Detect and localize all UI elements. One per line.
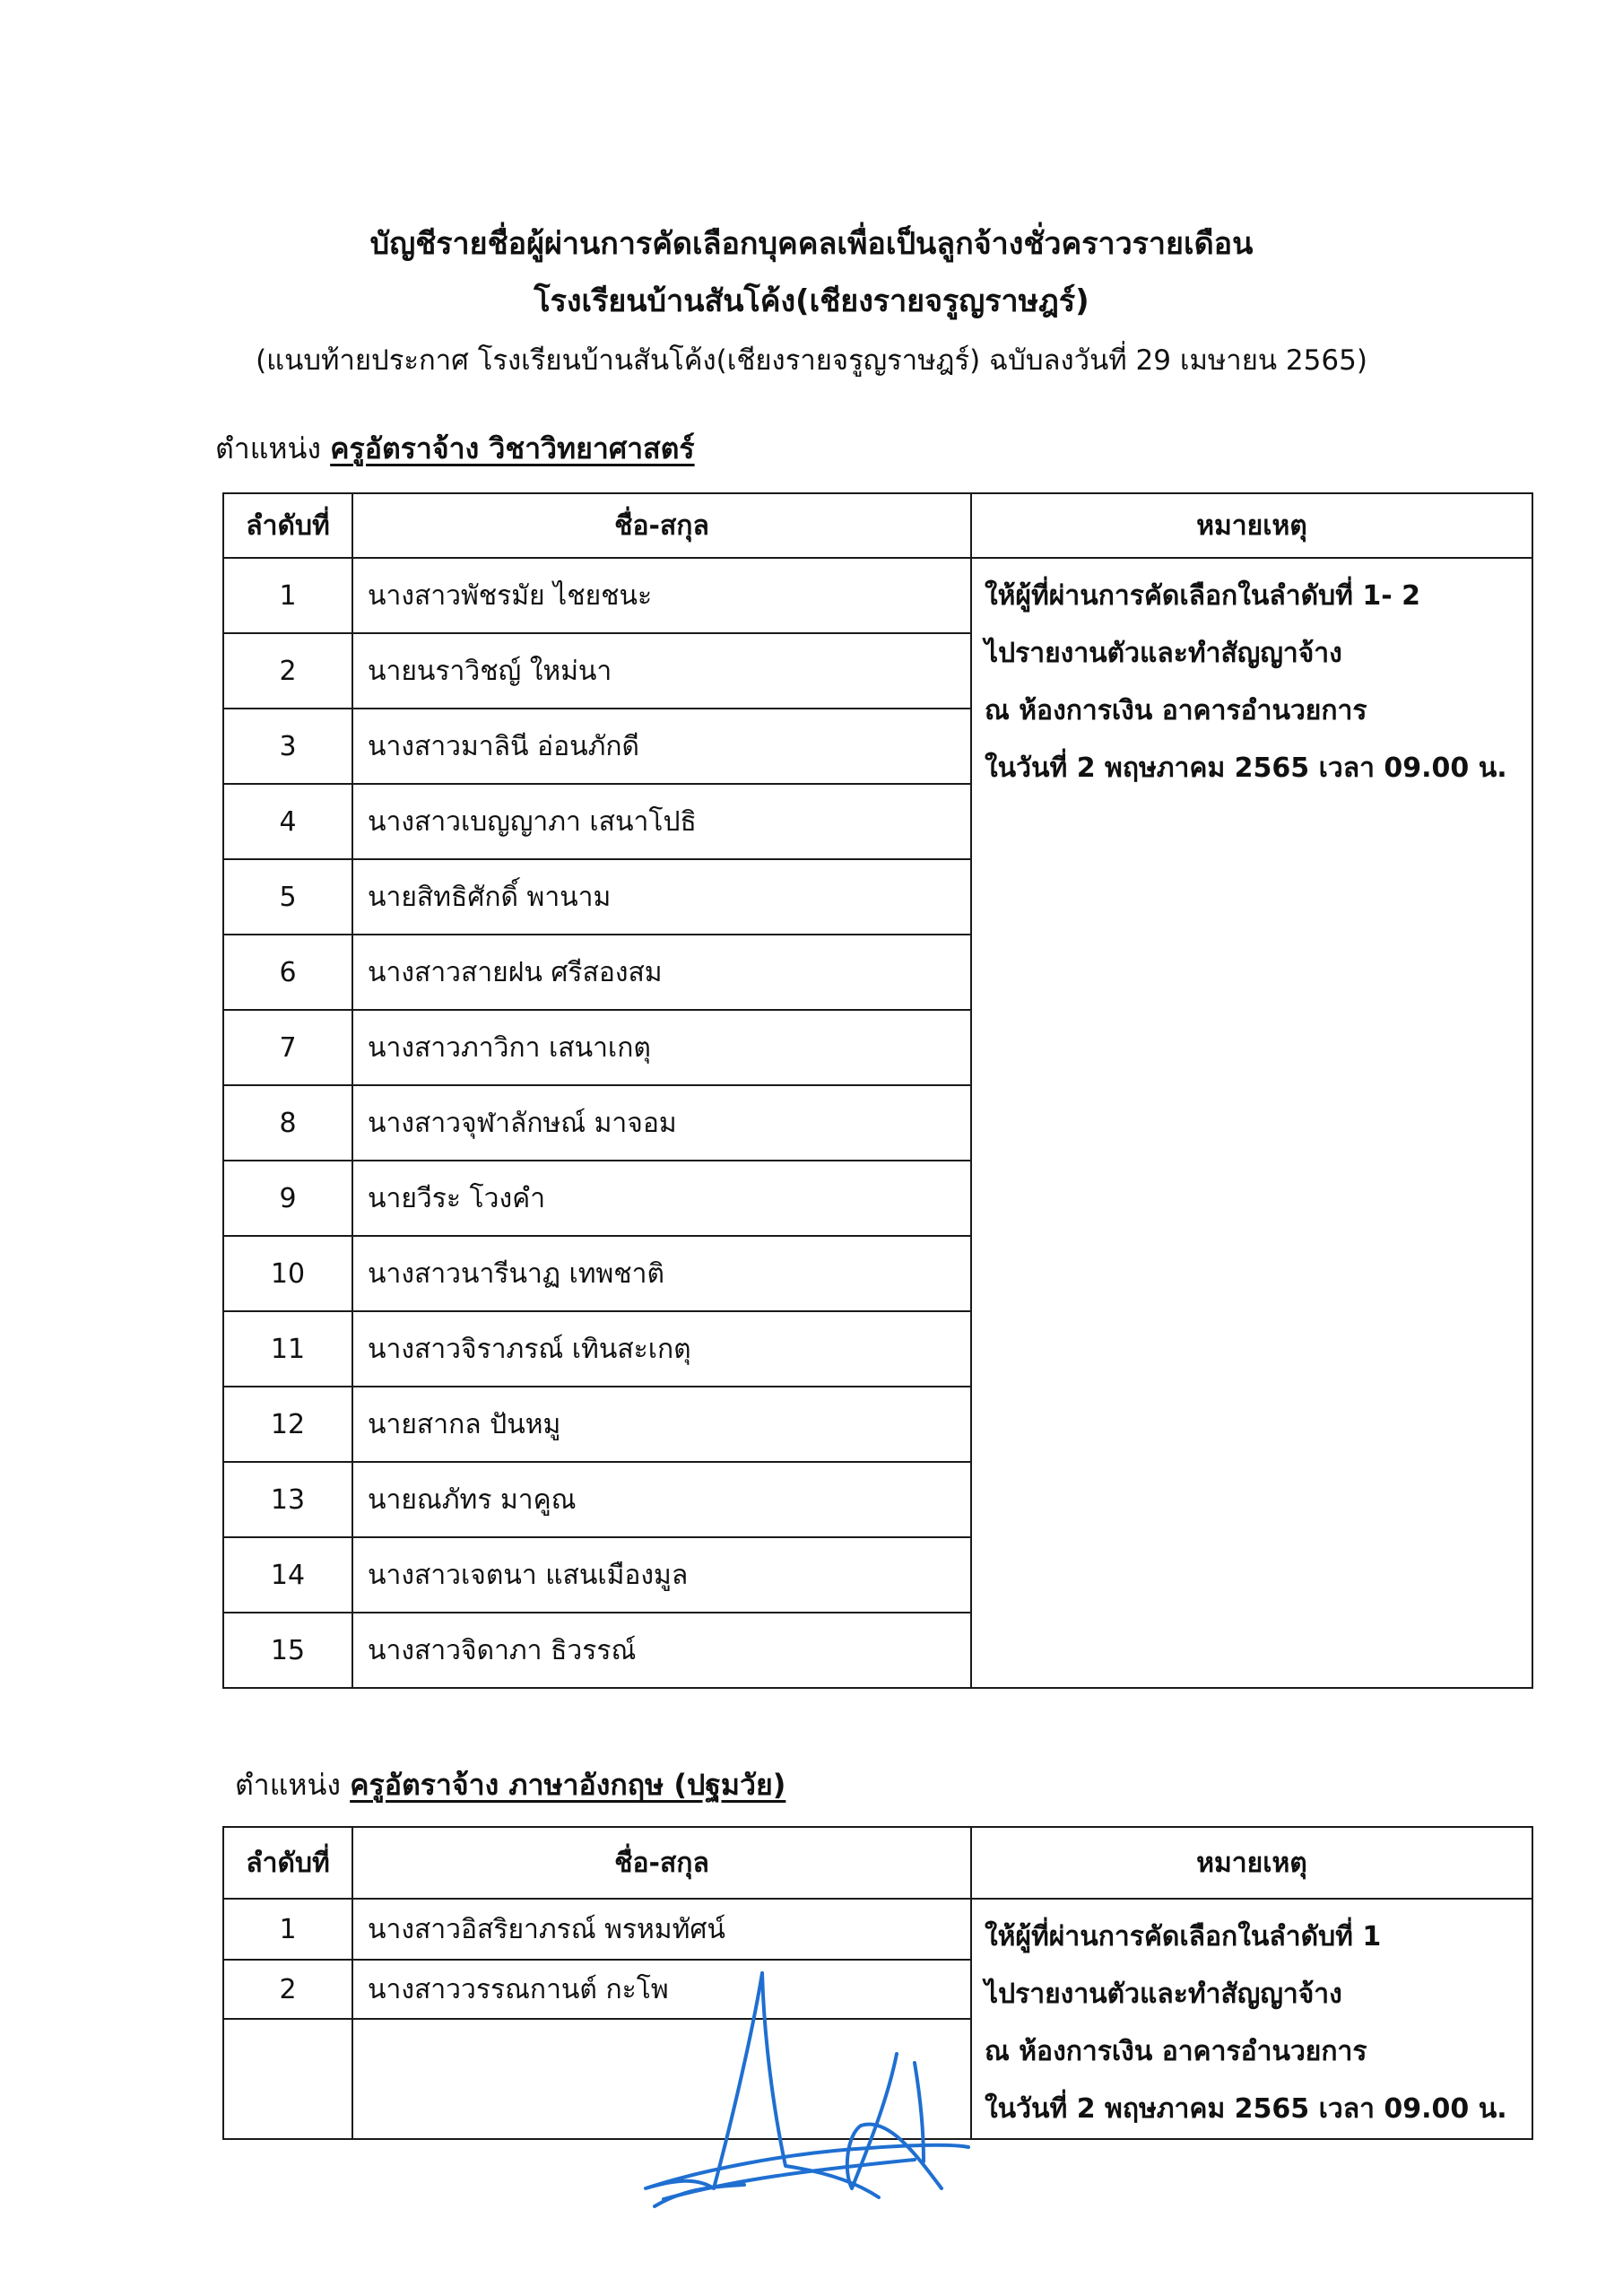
row-order-number: 7 <box>223 1010 352 1085</box>
row-order-number: 1 <box>223 558 352 633</box>
remark-line: ในวันที่ 2 พฤษภาคม 2565 เวลา 09.00 น. <box>985 2093 1507 2125</box>
row-order-number: 14 <box>223 1537 352 1613</box>
column-header-name: ชื่อ-สกุล <box>352 1827 971 1899</box>
table-row <box>223 558 1532 633</box>
remark-cell <box>971 558 1532 1688</box>
column-header-remark: หมายเหตุ <box>971 1827 1532 1899</box>
row-full-name: นางสาวจิดาภา ธิวรรณ์ <box>352 1613 971 1688</box>
row-order-number: 5 <box>223 859 352 935</box>
row-order-number: 1 <box>223 1899 352 1960</box>
document-title-line1: บัญชีรายชื่อผู้ผ่านการคัดเลือกบุคคลเพื่อเป็นลูกจ้างชั่วคราวรายเดือน <box>369 226 1254 262</box>
remark-line: ณ ห้องการเงิน อาคารอำนวยการ <box>985 695 1367 726</box>
row-full-name: นางสาวอิสริยาภรณ์ พรหมทัศน์ <box>352 1899 971 1960</box>
row-full-name: นางสาวนารีนาฏ เทพชาติ <box>352 1236 971 1311</box>
row-full-name: นางสาวเบญญาภา เสนาโปธิ <box>352 784 971 859</box>
row-order-number: 3 <box>223 709 352 784</box>
row-order-number: 4 <box>223 784 352 859</box>
document-subtitle: (แนบท้ายประกาศ โรงเรียนบ้านสันโค้ง(เชียงรายจรูญราษฎร์) ฉบับลงวันที่ 29 เมษายน 2565) <box>256 344 1367 377</box>
row-order-number: 12 <box>223 1387 352 1462</box>
remark-line: ไปรายงานตัวและทำสัญญาจ้าง <box>985 638 1342 669</box>
handwritten-signature <box>628 1955 1004 2224</box>
row-full-name: นายสากล ปันหมู <box>352 1387 971 1462</box>
section-1-label: ตำแหน่ง <box>215 431 321 465</box>
column-header-order: ลำดับที่ <box>223 493 352 558</box>
remark-line: ให้ผู้ที่ผ่านการคัดเลือกในลำดับที่ 1- 2 <box>985 580 1420 612</box>
row-order-number: 13 <box>223 1462 352 1537</box>
column-header-name: ชื่อ-สกุล <box>352 493 971 558</box>
section-1-table <box>222 492 1533 1689</box>
section-2-position: ครูอัตราจ้าง ภาษาอังกฤษ (ปฐมวัย) <box>350 1768 786 1802</box>
row-full-name: นางสาวจิราภรณ์ เทินสะเกตุ <box>352 1311 971 1387</box>
row-order-number: 10 <box>223 1236 352 1311</box>
section-1-heading <box>215 429 695 468</box>
section-1-table-body <box>223 558 1532 1688</box>
section-2-heading <box>235 1765 785 1805</box>
row-full-name: นางสาวเจตนา แสนเมืองมูล <box>352 1537 971 1613</box>
document-title-line2: โรงเรียนบ้านสันโค้ง(เชียงรายจรูญราษฎร์) <box>534 283 1089 319</box>
row-order-number <box>223 2019 352 2139</box>
column-header-order: ลำดับที่ <box>223 1827 352 1899</box>
row-full-name: นางสาวภาวิกา เสนาเกตุ <box>352 1010 971 1085</box>
remark-line: ณ ห้องการเงิน อาคารอำนวยการ <box>985 2036 1367 2067</box>
row-order-number: 9 <box>223 1161 352 1236</box>
section-2-label: ตำแหน่ง <box>235 1768 341 1802</box>
row-full-name: นางสาววรรณกานต์ กะโพ <box>352 1960 971 2019</box>
row-full-name: นายนราวิชญ์ ใหม่นา <box>352 633 971 709</box>
remark-cell <box>971 1899 1532 2139</box>
row-full-name: นางสาวมาลินี อ่อนภักดี <box>352 709 971 784</box>
row-order-number: 2 <box>223 633 352 709</box>
row-order-number: 8 <box>223 1085 352 1161</box>
remark-line: ไปรายงานตัวและทำสัญญาจ้าง <box>985 1979 1342 2010</box>
remark-line: ให้ผู้ที่ผ่านการคัดเลือกในลำดับที่ 1 <box>985 1921 1382 1952</box>
section-1-position: ครูอัตราจ้าง วิชาวิทยาศาสตร์ <box>330 431 695 465</box>
row-order-number: 15 <box>223 1613 352 1688</box>
column-header-remark: หมายเหตุ <box>971 493 1532 558</box>
row-full-name: นางสาวสายฝน ศรีสองสม <box>352 935 971 1010</box>
row-full-name: นายณภัทร มาคูณ <box>352 1462 971 1537</box>
table-row <box>223 1899 1532 1960</box>
row-order-number: 6 <box>223 935 352 1010</box>
row-full-name: นายสิทธิศักดิ์ พานาม <box>352 859 971 935</box>
row-order-number: 2 <box>223 1960 352 2019</box>
row-order-number: 11 <box>223 1311 352 1387</box>
row-full-name: นางสาวจุฬาลักษณ์ มาจอม <box>352 1085 971 1161</box>
row-full-name: นางสาวพัชรมัย ไชยชนะ <box>352 558 971 633</box>
remark-line: ในวันที่ 2 พฤษภาคม 2565 เวลา 09.00 น. <box>985 752 1507 784</box>
row-full-name: นายวีระ โวงคำ <box>352 1161 971 1236</box>
